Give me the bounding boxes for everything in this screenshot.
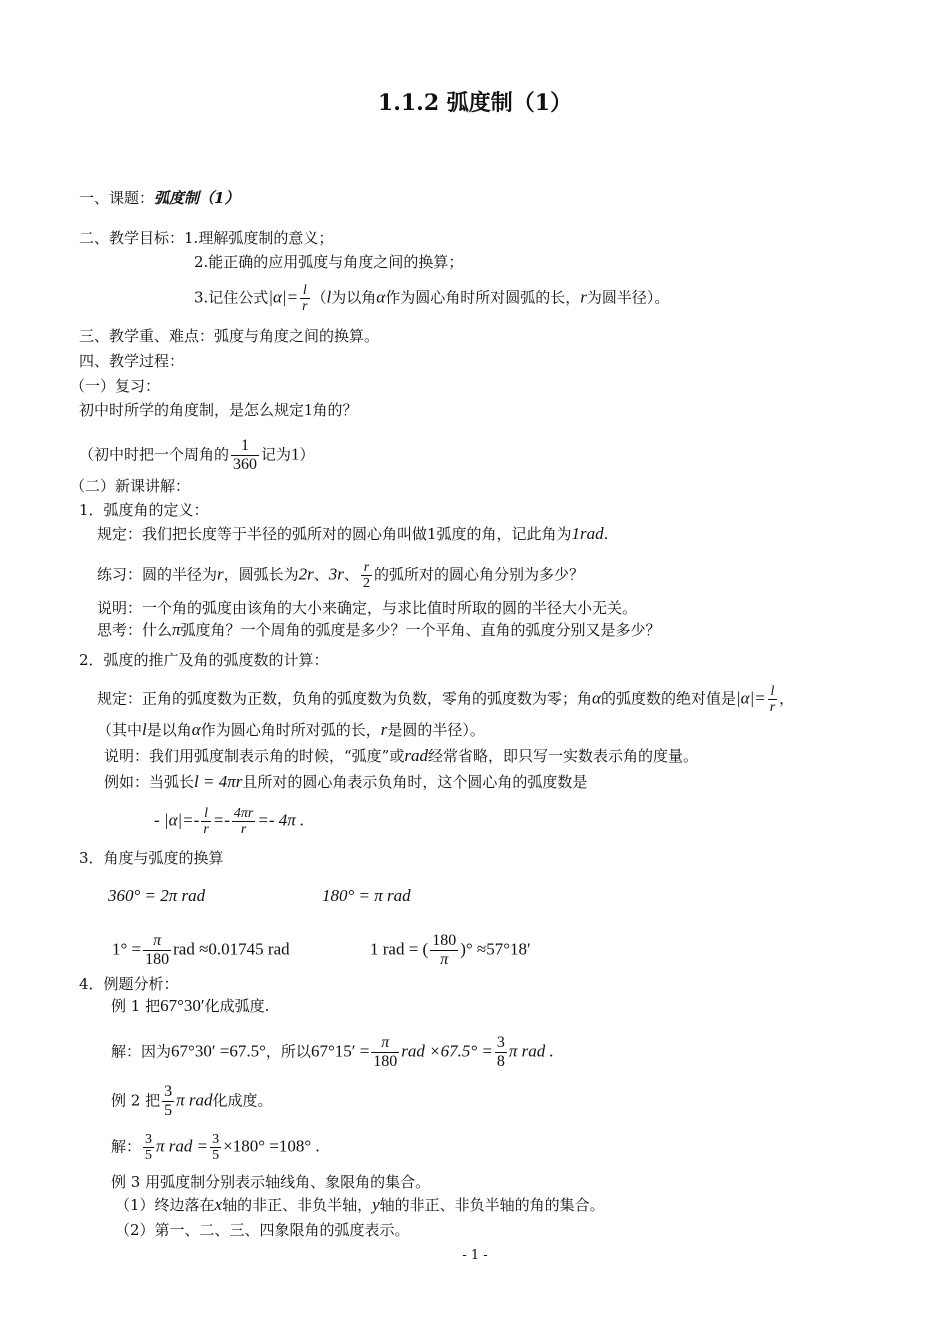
formula: 67°30′ =67.5° (171, 1041, 266, 1061)
section-goals (79, 228, 333, 248)
review-answer (79, 437, 315, 474)
var-alpha: α (191, 720, 201, 739)
formula-abs-alpha: |α|= (735, 688, 766, 708)
definition (97, 524, 608, 544)
section-process: 四、教学过程： (79, 352, 185, 370)
goal-3-text: 作为圆心角时所对圆弧的长， (385, 288, 581, 307)
var-r: r (380, 720, 388, 739)
review-text: 角的？ (312, 401, 358, 419)
rule-paren (97, 720, 485, 740)
frac-num: π (371, 1034, 399, 1053)
conv-180 (322, 886, 411, 906)
frac-num: 3 (496, 1034, 505, 1051)
formula-4pir-over-r (232, 806, 255, 837)
frac-num: l (768, 684, 777, 700)
section-key-points: 三、教学重、难点：弧度与角度之间的换算。 (79, 327, 380, 345)
one-rad: 1rad (571, 524, 604, 543)
formula: rad ×67.5° = (401, 1041, 493, 1061)
formula: 1 rad = ( (370, 939, 429, 959)
frac-pi-over-180 (371, 1034, 399, 1071)
frac-3-over-5 (143, 1132, 154, 1163)
conv-one-degree (112, 932, 290, 969)
goal-3-text: 为圆半径）。 (586, 288, 670, 307)
page-number: - 1 - (462, 1248, 488, 1263)
exercise-text: 、 (343, 565, 359, 584)
topic-value: 弧度制（1） (154, 189, 240, 207)
frac-den: r (769, 700, 776, 715)
review-heading: （一）复习： (70, 377, 161, 395)
example-formula (154, 806, 304, 837)
rule-text: 的弧度数的绝对值是 (600, 689, 736, 708)
frac-num: π (143, 932, 171, 951)
goal-3-text: 为以角 (331, 288, 377, 307)
frac-den: r (302, 299, 308, 314)
example-1-text: 例 1 把 (111, 997, 161, 1015)
frac-den: 180 (145, 951, 170, 968)
formula-l-over-r (768, 684, 777, 715)
review-text: （初中时把一个周角的 (79, 445, 230, 464)
formula: 67°15′ = (310, 1041, 370, 1061)
frac-180-over-pi (430, 932, 458, 969)
frac-num: r (361, 560, 372, 576)
solution-text: ，所以 (265, 1042, 311, 1061)
rule-text: 规定：正角的弧度数为正数，负角的弧度数为负数，零角的弧度数为零；角 (97, 689, 593, 708)
formula-eq: =- (212, 810, 230, 830)
var-x: x (214, 1195, 223, 1214)
page-title: 1.1.2 弧度制（1） (377, 90, 573, 116)
formula: π rad (176, 1090, 213, 1110)
part-text: 轴的非正、非负半轴的角的集合。 (379, 1196, 605, 1214)
frac-den: 180 (373, 1053, 398, 1070)
solution-1 (111, 1034, 554, 1071)
frac-den: 8 (496, 1053, 505, 1070)
example-1 (111, 996, 269, 1016)
frac-num: l (201, 806, 210, 822)
note-1: 说明：一个角的弧度由该角的大小来确定，与求比值时所取的圆的半径大小无关。 (97, 599, 638, 617)
goal-3 (194, 283, 669, 314)
var-r: r (580, 287, 587, 307)
formula: 180° = π rad (322, 886, 411, 905)
heading-3: 3．角度与弧度的换算 (79, 849, 224, 867)
part-text: 轴的非正、非负半轴， (222, 1196, 373, 1214)
formula-abs-alpha: |α|= (268, 287, 299, 307)
exercise-text: 、 (313, 565, 329, 584)
solution-text: 解： (111, 1137, 142, 1156)
num-one: 1 (304, 400, 313, 419)
topic-label: 一、课题： (79, 189, 155, 207)
example-text: 且所对的圆心角表示负角时，这个圆心角的弧度数是 (242, 773, 588, 791)
review-text: 记为 (261, 445, 292, 464)
example-3-part-1 (115, 1195, 605, 1215)
formula: 1° = (112, 939, 142, 959)
frac-num: 4πr (233, 806, 254, 821)
exercise-text: 练习：圆的半径为 (97, 565, 218, 584)
var-l: l (326, 287, 332, 307)
heading-2: 2．弧度的推广及角的弧度数的计算： (79, 651, 329, 669)
new-lesson-heading: （二）新课讲解： (70, 477, 191, 495)
heading-1: 1．弧度角的定义： (79, 501, 209, 519)
formula-l-over-r (300, 283, 309, 314)
goal-1: 1.理解弧度制的意义； (184, 229, 334, 247)
think (97, 620, 661, 640)
heading-4: 4．例题分析： (79, 975, 179, 993)
formula: π rad = (156, 1136, 209, 1156)
goal-2: 2.能正确的应用弧度与角度之间的换算； (194, 253, 464, 271)
goal-3-text: 3.记住公式 (194, 288, 269, 307)
conv-360 (108, 886, 205, 906)
exercise-text: 的弧所对的圆心角分别为多少？ (373, 565, 584, 584)
solution-text: 解：因为 (111, 1042, 172, 1061)
frac-num: 1 (231, 437, 259, 456)
note-2-text: 说明：我们用弧度制表示角的时候，“弧度”或 (104, 747, 405, 765)
example-3-part-2: （2）第一、二、三、四象限角的弧度表示。 (115, 1221, 410, 1239)
formula: )° ≈57°18′ (460, 939, 531, 959)
formula: ×180° =108° . (223, 1136, 320, 1156)
goals-label: 二、教学目标： (79, 229, 185, 247)
frac-num: 3 (145, 1132, 153, 1147)
formula-result: =- 4π . (257, 810, 305, 830)
example-1-text: 化成弧度. (204, 997, 270, 1015)
var-l: l (142, 720, 147, 739)
paren-text: 是以角 (146, 721, 192, 739)
review-text: ） (299, 445, 315, 464)
definition-text: . (603, 525, 609, 543)
pi: π (172, 620, 181, 639)
frac-1-over-360 (231, 437, 259, 474)
think-text: 弧度角？一个周角的弧度是多少？一个平角、直角的弧度分别又是多少？ (180, 621, 661, 639)
formula-neg: - |α|=- (154, 810, 200, 830)
rad: rad (404, 746, 428, 765)
frac-den: r (240, 822, 247, 837)
example-3: 例 3 用弧度制分别表示轴线角、象限角的集合。 (111, 1173, 431, 1191)
paren-text: 是圆的半径）。 (387, 721, 485, 739)
angle-value: 67°30′ (160, 996, 205, 1015)
var-alpha: α (592, 688, 601, 708)
formula: 360° = 2π rad (108, 886, 206, 905)
example-intro (104, 772, 587, 792)
rule (97, 684, 794, 715)
var-y: y (372, 1195, 380, 1214)
frac-den: 2 (362, 576, 370, 591)
formula-l-over-r (201, 806, 210, 837)
frac-3-over-8 (495, 1034, 507, 1071)
three-r: 3r (328, 564, 344, 584)
frac-den: 5 (212, 1148, 220, 1163)
note-2 (104, 746, 698, 766)
frac-pi-over-180 (143, 932, 171, 969)
frac-3-over-5 (162, 1083, 174, 1120)
exercise-text: ，圆弧长为 (223, 565, 299, 584)
frac-den: 5 (164, 1102, 173, 1119)
frac-den: π (440, 951, 449, 968)
frac-den: 360 (233, 456, 258, 473)
frac-num: 3 (164, 1083, 173, 1100)
frac-r-over-2 (361, 560, 372, 591)
exercise (97, 560, 584, 591)
var-alpha: α (376, 287, 386, 307)
example-2-text: 例 2 把 (111, 1091, 161, 1110)
solution-2 (111, 1132, 320, 1163)
rule-text: ， (779, 689, 795, 708)
formula: rad ≈0.01745 rad (173, 939, 290, 959)
frac-den: r (203, 822, 209, 837)
paren-text: （其中 (97, 721, 143, 739)
frac-3-over-5 (210, 1132, 221, 1163)
example-2 (111, 1083, 273, 1120)
definition-text: 规定：我们把长度等于半径的弧所对的圆心角叫做1弧度的角，记此角为 (97, 525, 572, 543)
review-question (79, 400, 358, 420)
frac-num: 180 (432, 932, 457, 949)
example-text: 例如：当弧长 (104, 773, 195, 791)
two-r: 2r (298, 564, 314, 584)
frac-num: 3 (212, 1132, 220, 1147)
num-one: 1 (291, 444, 300, 464)
goal-3-text: （ (311, 288, 327, 307)
review-text: 初中时所学的角度制，是怎么规定 (79, 401, 305, 419)
example-2-text: 化成度。 (212, 1091, 273, 1110)
paren-text: 作为圆心角时所对弧的长， (200, 721, 381, 739)
part-text: （1）终边落在 (115, 1196, 215, 1214)
var-r: r (217, 564, 224, 584)
conv-one-rad (370, 932, 531, 969)
section-topic (79, 188, 239, 208)
frac-num: l (300, 283, 309, 299)
think-text: 思考：什么 (97, 621, 173, 639)
formula: π rad . (508, 1041, 554, 1061)
note-2-text: 经常省略，即只写一实数表示角的度量。 (427, 747, 698, 765)
formula-l-eq: l = 4πr (194, 772, 243, 791)
frac-den: 5 (145, 1148, 153, 1163)
